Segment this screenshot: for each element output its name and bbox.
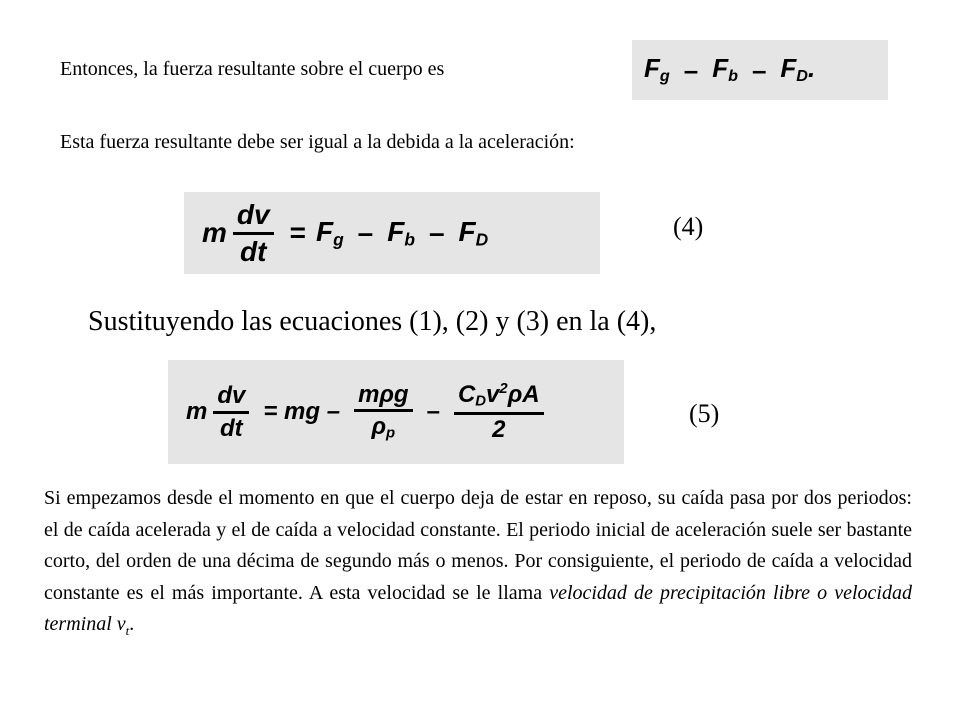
eq5-minus: –: [426, 398, 440, 425]
paragraph-main-text: Si empezamos desde el momento en que el cuerpo deja de estar en reposo, su caída pasa por dos periodos: el de caída acelerada y el de caída a velocidad constante. El periodo inicial de aceleración suele ser bastante corto, del orden de una décima de segundo más o menos. Por consiguiente, el periodo de caída a velocidad constante es el más importante. A esta velocidad se le llama: [44, 487, 912, 604]
eq5-fraction-2: [354, 382, 413, 443]
sustituyendo-line: Sustituyendo las ecuaciones (1), (2) y (3) en la (4),: [88, 306, 657, 337]
eq4-F-b: $F_b$: [387, 215, 415, 250]
text-line-1: Entonces, la fuerza resultante sobre el cuerpo es: [60, 58, 445, 80]
equation-4-number: (4): [673, 212, 704, 241]
eq5-fraction-1: [213, 383, 249, 440]
eq4-dv: dv: [233, 200, 274, 234]
paragraph-end: .: [129, 613, 135, 636]
eq-force-minus-2: –: [751, 54, 767, 85]
eq4-F-D: $F_D$: [458, 215, 489, 250]
eq4-minus-1: –: [357, 217, 374, 248]
equation-5-number: (5): [689, 399, 720, 428]
eq5-fraction-3: [454, 382, 544, 443]
eq5-dv: dv: [213, 383, 249, 413]
equation-5-box: [168, 360, 624, 464]
eq-force-F-g: $F_g$: [644, 53, 670, 86]
equation-4-box: [184, 192, 600, 274]
equation-force: [632, 40, 888, 100]
text-line-2: Esta fuerza resultante debe ser igual a la debida a la aceleración:: [60, 131, 575, 153]
eq5-dt: dt: [220, 414, 243, 442]
eq-force-F-b: $F_b$: [712, 53, 738, 86]
eq5-mg: = mg –: [263, 398, 341, 425]
eq5-rho-p: $\rho_p$: [371, 412, 396, 442]
eq-force-minus-1: –: [683, 54, 699, 85]
eq4-fraction: [233, 200, 274, 266]
paragraph-italic-term: velocidad de precipitación libre o velocidad terminal $v_t$: [44, 581, 912, 639]
paragraph-terminal-velocity: [44, 483, 912, 647]
eq5-drag-numerator: $C_Dv^2\rho A$: [454, 382, 544, 415]
equation-4: [184, 192, 600, 274]
eq5-drag-denominator: 2: [492, 416, 506, 444]
eq5-m-rho-g: mρg: [354, 382, 413, 412]
eq4-F-g: $F_g$: [315, 215, 344, 250]
eq4-dt: dt: [240, 235, 267, 267]
eq4-equals: =: [289, 217, 306, 248]
eq5-m: m: [186, 398, 208, 425]
equation-force-box: [632, 40, 888, 100]
eq4-m: m: [202, 217, 227, 248]
eq4-minus-2: –: [428, 217, 445, 248]
equation-5: [168, 360, 624, 464]
eq-force-F-D: $F_D$.: [780, 53, 816, 86]
